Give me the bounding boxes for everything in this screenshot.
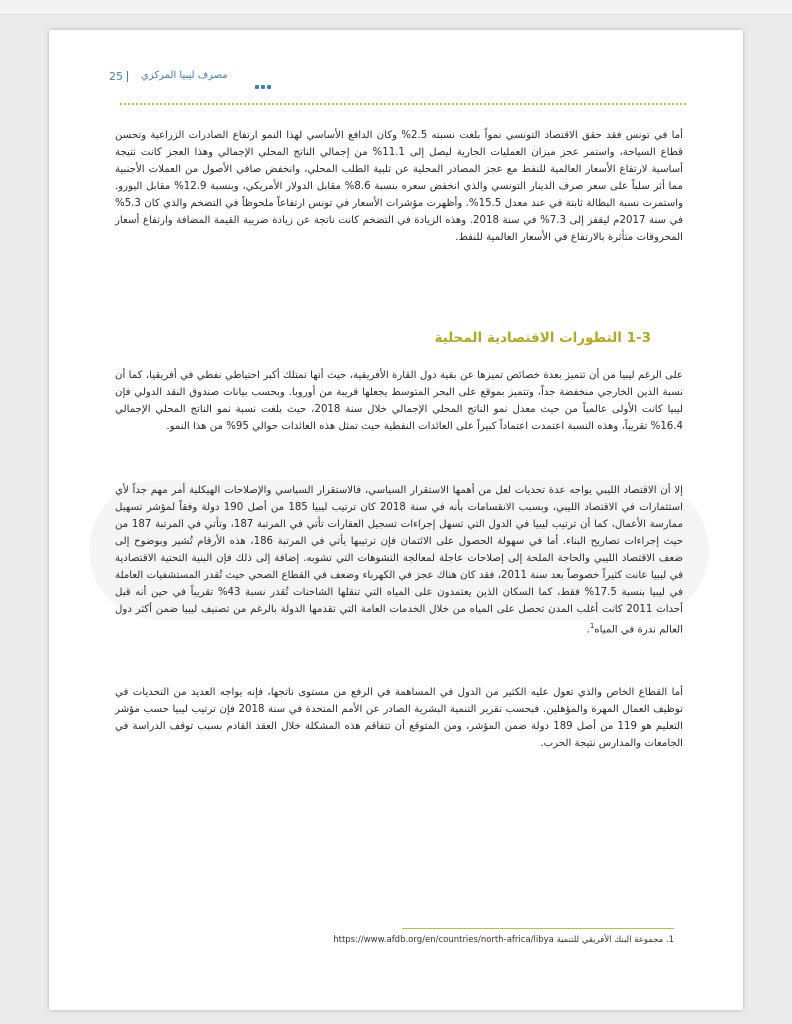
paragraph-libya-challenges (115, 482, 683, 638)
challenges-text: إلا أن الاقتصاد الليبي يواجه عدة تحديات لعل من أهمها الاستقرار السياسي، فالاستقرار السياسي والإصلاحات الهيكلية أمر مهم جداً لأي استثمارات في الاقتصاد الليبي، وبسبب الانقسامات بأنه في سنة 2018 كان ترتيب ليبيا 185 من أصل 190 دولة وفقاً لمؤشر تسهيل ممارسة الأعمال، كما أن ترتيب ليبيا في الدول التي تسهل إجراءات تسجيل العقارات تأتي في المرتبة 187، وتأتي في المرتبة 187 من حيث إجراءات تصاريح البناء. أما في سهولة الحصول على الائتمان فإن ترتيبها يأتي في المرتبة 186، هذه الأرقام تُشير وبوضوح إلى ضعف الاقتصاد الليبي والحاجة الملحة إلى إصلاحات عاجلة لمعالجة التشوهات التي تشوبه. إضافة إلى ذلك فإن البنية التحتية الاقتصادية في ليبيا عانت كثيراً خصوصاً بعد سنة 2011، فقد كان هناك عجز في الكهرباء وضعف في القطاع الصحي حيث تُقدر المستشفيات العاملة في ليبيا بنسبة 17.5% فقط، كما السكان الذين يعتمدون على المياه التي تنقلها الشاحنات تُقدر نسبة 43% تقريباً في حين أنه قبل أحداث 2011 كانت أغلب المدن تحصل على المياه من خلال الخدمات العامة التي تقدمها الدولة بالرغم من تصنيف ليبيا ضمن أكثر دول العالم ندرة في المياه (115, 485, 684, 636)
header-dotted-rule (120, 103, 686, 105)
browser-top-edge (0, 0, 792, 15)
header-dots-icon (255, 74, 273, 93)
footnote-source: مجموعة البنك الأفريقي للتنمية (556, 935, 664, 945)
footnote-rule (402, 928, 674, 929)
challenges-end: . (586, 624, 590, 636)
footnote-ref[interactable]: 1 (589, 622, 595, 630)
paragraph-private-sector: أما القطاع الخاص والذي تعول عليه الكثير من الدول في المساهمة في الرفع من مستوى ناتجها، فإنه يواجه العديد من التحديات في توظيف العمال المهرة والمؤهلين. فبحسب تقرير التنمية البشرية الصادر عن الأمم المتحدة في سنة 2018 فإن ترتيب ليبيا حسب مؤشر التعليم هو 119 من أصل 189 دولة ضمن المؤشر، ومن المتوقع أن تتفاقم هذه المشكلة خلال العقد القادم بسبب توقف الدراسة في الجامعات والمدارس نتيجة الحرب. (115, 687, 684, 749)
footnote (249, 935, 674, 945)
section-heading: 1-3 التطورات الاقتصادية المحلية (434, 330, 651, 346)
header-title: مصرف ليبيا المركزي (141, 70, 228, 81)
document-page (49, 30, 743, 1010)
page-number: 25 (109, 70, 123, 83)
footnote-url[interactable]: https://www.afdb.org/en/countries/north-africa/libya (333, 935, 554, 945)
paragraph-tunisia: أما في تونس فقد حقق الاقتصاد التونسي نمواً بلغت نسبته 2.5% وكان الدافع الأساسي لهذا النمو ارتفاع الصادرات الزراعية وتحسن قطاع السياحة، واستمر عجز ميزان العمليات الجارية ليصل إلى 11.1% من إجمالي الناتج المحلي الإجمالي وهذا العجز كانت نتيجة أساسية لارتفاع الأسعار العالمية للنفط مع عجز المصادر المحلية عن تلبية الطلب المحلي، وانخفض صافي الأصول من العملات الأجنبية مما أثر سلباً على سعر صرف الدينار التونسي والذي انخفض سعره بنسبة 8.6% مقابل الدولار الأمريكي، وبنسبة 12.9% مقابل اليورو. واستمرت نسبة البطالة ثابتة في عند معدل 15.5%. وأظهرت مؤشرات الأسعار في تونس ارتفاعاً ملحوظاً في التضخم والذي كان 5.3% في سنة 2017م ليقفز إلى 7.3% في سنة 2018. وهذه الزيادة في التضخم كانت ناتجة عن زيادة ضريبة القيمة المضافة وارتفاع أسعار المحروقات متأثرة بالارتفاع في الأسعار العالمية للنفط. (115, 130, 683, 243)
header-divider (127, 71, 128, 82)
page-header (109, 70, 679, 86)
footnote-number: 1. (665, 935, 674, 945)
paragraph-libya-overview: على الرغم ليبيا من أن تتميز بعدة خصائص تميزها عن بقية دول القارة الأفريقية، حيث أنها تمتلك أكبر احتياطي نفطي في أفريقيا، كما أن نسبة الدين الخارجي منخفضة جداً، وتتميز بموقع على البحر المتوسط يجعلها قريبة من أوروبا. وبحسب بيانات صندوق النقد الدولي فإن ليبيا كانت الأولى عالمياً من حيث معدل نمو الناتج المحلي الإجمالي خلال سنة 2018، حيث بلغت نسبة نمو الناتج المحلي الإجمالي 16.4% تقريباً، وهذه النسبة اعتمدت اعتماداً كبيراً على العائدات النفطية حيث تمثل هذه العائدات حوالي 95% من هذا النمو. (115, 370, 683, 432)
